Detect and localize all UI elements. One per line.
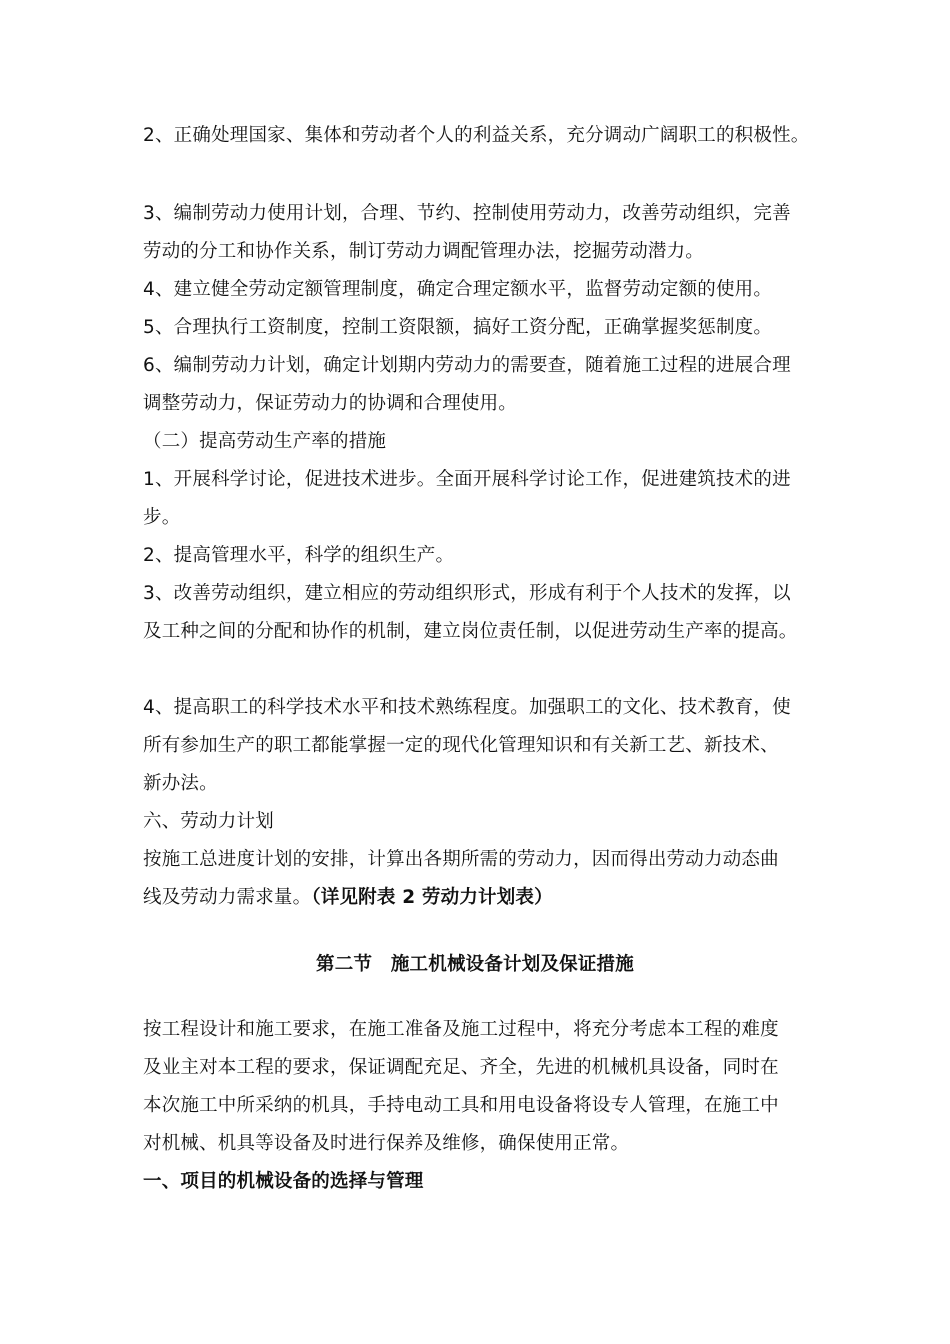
machinery-paragraph-line-4: 对机械、机具等设备及时进行保养及维修，确保使用正常。 (143, 1133, 630, 1154)
subheading-productivity-measures: （二）提高劳动生产率的措施 (143, 431, 387, 452)
heading-labor-plan: 六、劳动力计划 (143, 811, 274, 832)
appendix-reference: （详见附表 2 劳动力计划表） (311, 887, 553, 908)
measure-2: 2、提高管理水平，科学的组织生产。 (143, 545, 455, 566)
paragraph-item-4: 4、建立健全劳动定额管理制度，确定合理定额水平，监督劳动定额的使用。 (143, 279, 773, 300)
labor-plan-line-1: 按施工总进度计划的安排，计算出各期所需的劳动力，因而得出劳动力动态曲 (143, 849, 779, 870)
paragraph-item-3-line-2: 劳动的分工和协作关系，制订劳动力调配管理办法，挖掘劳动潜力。 (143, 241, 705, 262)
measure-3-line-2: 及工种之间的分配和协作的机制，建立岗位责任制，以促进劳动生产率的提高。 (143, 621, 798, 642)
measure-4-line-3: 新办法。 (143, 773, 218, 794)
paragraph-item-2: 2、正确处理国家、集体和劳动者个人的利益关系，充分调动广阔职工的积极性。 (143, 125, 810, 146)
measure-3-line-1: 3、改善劳动组织，建立相应的劳动组织形式，形成有利于个人技术的发挥，以 (143, 583, 791, 604)
measure-4-line-1: 4、提高职工的科学技术水平和技术熟练程度。加强职工的文化、技术教育，使 (143, 697, 791, 718)
machinery-paragraph-line-1: 按工程设计和施工要求，在施工准备及施工过程中，将充分考虑本工程的难度 (143, 1019, 779, 1040)
machinery-paragraph-line-3: 本次施工中所采纳的机具，手持电动工具和用电设备将设专人管理，在施工中 (143, 1095, 779, 1116)
measure-1-line-1: 1、开展科学讨论，促进技术进步。全面开展科学讨论工作，促进建筑技术的进 (143, 469, 791, 490)
paragraph-item-5: 5、合理执行工资制度，控制工资限额，搞好工资分配，正确掌握奖惩制度。 (143, 317, 773, 338)
heading-equipment-selection: 一、项目的机械设备的选择与管理 (143, 1171, 424, 1192)
paragraph-item-6-line-2: 调整劳动力，保证劳动力的协调和合理使用。 (143, 393, 518, 414)
labor-plan-line-2 (143, 886, 553, 910)
machinery-paragraph-line-2: 及业主对本工程的要求，保证调配充足、齐全，先进的机械机具设备，同时在 (143, 1057, 779, 1078)
labor-plan-line-2-text: 线及劳动力需求量。 (143, 887, 312, 908)
measure-4-line-2: 所有参加生产的职工都能掌握一定的现代化管理知识和有关新工艺、新技术、 (143, 735, 779, 756)
measure-1-line-2: 步。 (143, 507, 181, 528)
paragraph-item-6-line-1: 6、编制劳动力计划，确定计划期内劳动力的需要查，随着施工过程的进展合理 (143, 355, 791, 376)
paragraph-item-3-line-1: 3、编制劳动力使用计划，合理、节约、控制使用劳动力，改善劳动组织，完善 (143, 203, 791, 224)
section-title: 第二节 施工机械设备计划及保证措施 (316, 954, 634, 975)
